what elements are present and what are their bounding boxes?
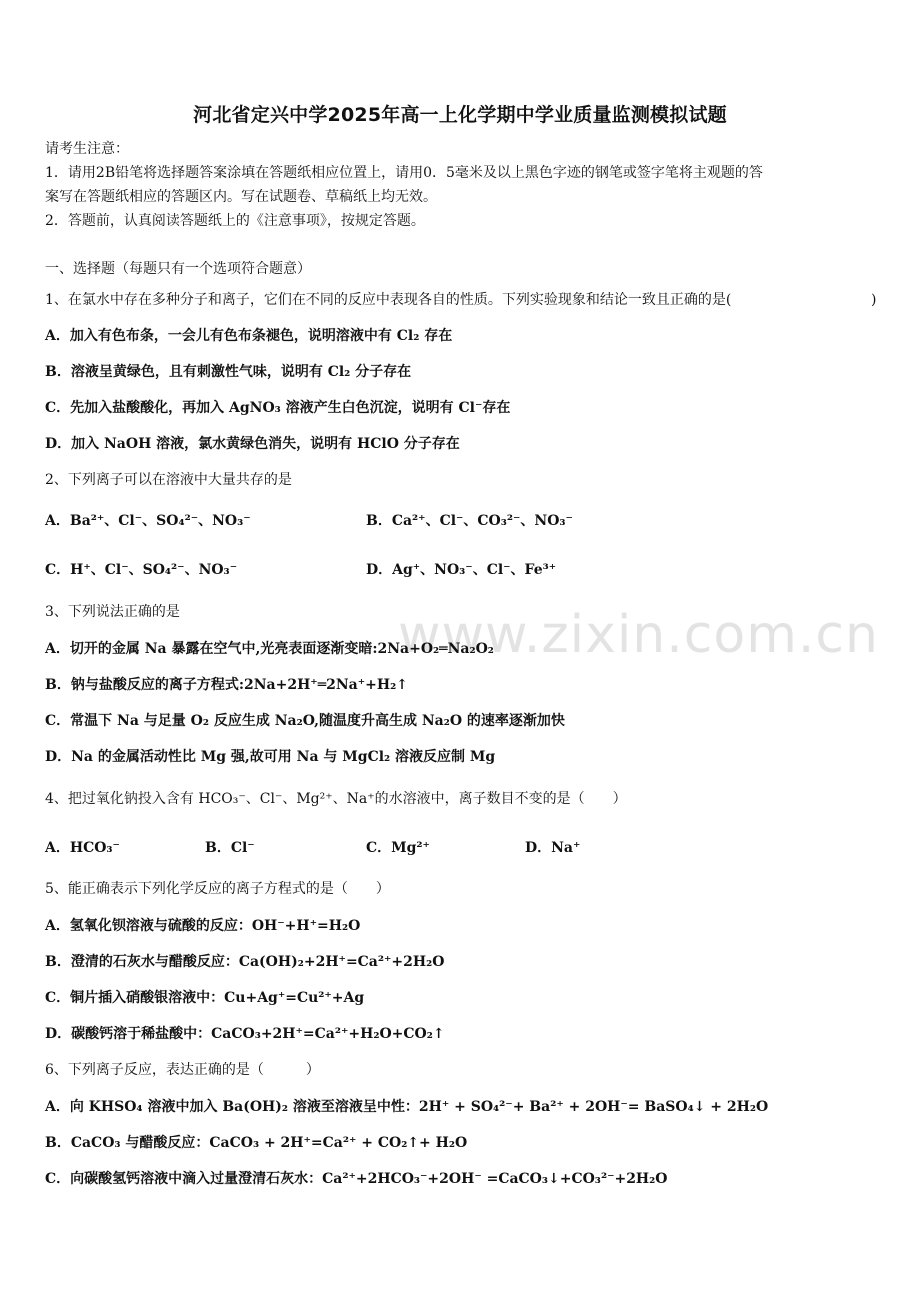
- q5-option-b: B．澄清的石灰水与醋酸反应：Ca(OH)₂+2H⁺=Ca²⁺+2H₂O: [45, 954, 445, 970]
- question-1-stem: 1、在氯水中存在多种分子和离子，它们在不同的反应中表现各自的性质。下列实验现象和结论一致且正确的是(: [45, 292, 732, 308]
- q6-option-a: A．向 KHSO₄ 溶液中加入 Ba(OH)₂ 溶液至溶液呈中性：2H⁺ + SO₄²⁻+ Ba²⁺ + 2OH⁻= BaSO₄↓ + 2H₂O: [45, 1099, 769, 1115]
- q2-option-c: C．H⁺、Cl⁻、SO₄²⁻、NO₃⁻: [45, 562, 238, 578]
- question-2-stem: 2、下列离子可以在溶液中大量共存的是: [45, 472, 292, 488]
- q2-option-a: A．Ba²⁺、Cl⁻、SO₄²⁻、NO₃⁻: [45, 513, 251, 529]
- question-5-stem: 5、能正确表示下列化学反应的离子方程式的是（ ）: [45, 881, 390, 897]
- q2-option-b: B．Ca²⁺、Cl⁻、CO₃²⁻、NO₃⁻: [366, 513, 573, 529]
- question-4-stem: 4、把过氧化钠投入含有 HCO₃⁻、Cl⁻、Mg²⁺、Na⁺的水溶液中，离子数目不变的是（ ）: [45, 791, 627, 807]
- question-1-stem-end: ): [871, 292, 877, 308]
- notice-line-1a: 1．请用2B铅笔将选择题答案涂填在答题纸相应位置上，请用0．5毫米及以上黑色字迹的钢笔或签字笔将主观题的答: [45, 165, 763, 181]
- q3-option-b: B．钠与盐酸反应的离子方程式:2Na+2H⁺═2Na⁺+H₂↑: [45, 677, 408, 693]
- q3-option-d: D．Na 的金属活动性比 Mg 强,故可用 Na 与 MgCl₂ 溶液反应制 Mg: [45, 749, 496, 765]
- notice-line-1b: 案写在答题纸相应的答题区内。写在试题卷、草稿纸上均无效。: [45, 189, 437, 205]
- q3-option-a: A．切开的金属 Na 暴露在空气中,光亮表面逐渐变暗:2Na+O₂═Na₂O₂: [45, 641, 494, 657]
- page-title: 河北省定兴中学2025年高一上化学期中学业质量监测模拟试题: [193, 104, 727, 126]
- q5-option-a: A．氢氧化钡溶液与硫酸的反应：OH⁻+H⁺=H₂O: [45, 918, 361, 934]
- notice-heading: 请考生注意：: [45, 141, 129, 157]
- watermark: www.zixin.com.cn: [398, 605, 879, 665]
- q1-option-a: A．加入有色布条，一会儿有色布条褪色，说明溶液中有 Cl₂ 存在: [45, 328, 453, 344]
- q2-option-d: D．Ag⁺、NO₃⁻、Cl⁻、Fe³⁺: [366, 562, 557, 578]
- q5-option-d: D．碳酸钙溶于稀盐酸中：CaCO₃+2H⁺=Ca²⁺+H₂O+CO₂↑: [45, 1026, 445, 1042]
- q4-option-b: B．Cl⁻: [205, 840, 255, 856]
- q5-option-c: C．铜片插入硝酸银溶液中：Cu+Ag⁺=Cu²⁺+Ag: [45, 990, 365, 1006]
- q4-option-a: A．HCO₃⁻: [45, 840, 120, 856]
- notice-line-2: 2．答题前，认真阅读答题纸上的《注意事项》，按规定答题。: [45, 213, 425, 229]
- q6-option-c: C．向碳酸氢钙溶液中滴入过量澄清石灰水：Ca²⁺+2HCO₃⁻+2OH⁻ =CaCO₃↓+CO₃²⁻+2H₂O: [45, 1171, 668, 1187]
- question-6-stem: 6、下列离子反应，表达正确的是（ ）: [45, 1062, 320, 1078]
- q1-option-b: B．溶液呈黄绿色，且有刺激性气味，说明有 Cl₂ 分子存在: [45, 364, 412, 380]
- question-3-stem: 3、下列说法正确的是: [45, 604, 180, 620]
- q6-option-b: B．CaCO₃ 与醋酸反应：CaCO₃ + 2H⁺=Ca²⁺ + CO₂↑+ H₂O: [45, 1135, 468, 1151]
- q1-option-c: C．先加入盐酸酸化，再加入 AgNO₃ 溶液产生白色沉淀，说明有 Cl⁻存在: [45, 400, 511, 416]
- q4-option-c: C．Mg²⁺: [366, 840, 430, 856]
- q3-option-c: C．常温下 Na 与足量 O₂ 反应生成 Na₂O,随温度升高生成 Na₂O 的速率逐渐加快: [45, 713, 565, 729]
- section-heading: 一、选择题（每题只有一个选项符合题意）: [45, 261, 311, 277]
- q1-option-d: D．加入 NaOH 溶液，氯水黄绿色消失，说明有 HClO 分子存在: [45, 436, 460, 452]
- q4-option-d: D．Na⁺: [525, 840, 581, 856]
